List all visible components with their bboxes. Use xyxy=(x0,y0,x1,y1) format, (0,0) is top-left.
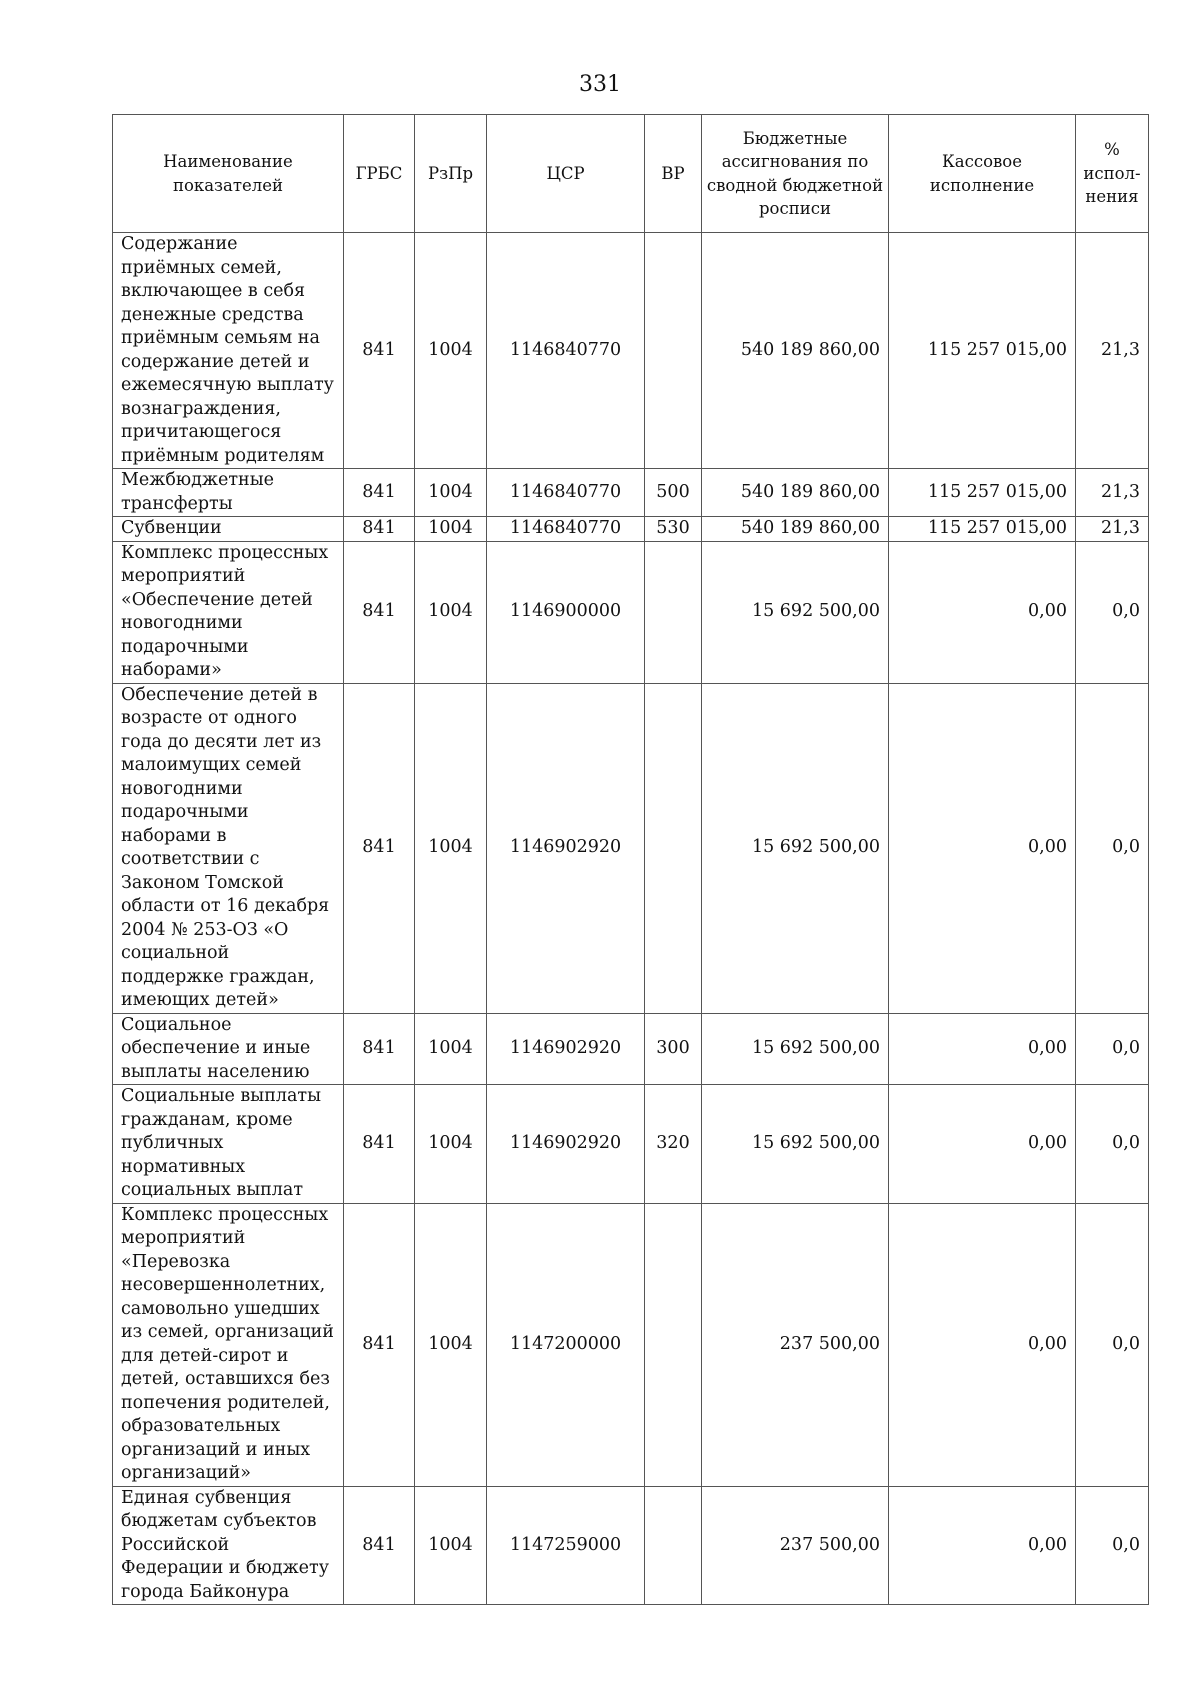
cell-vr xyxy=(645,233,702,469)
cell-csr: 1146902920 xyxy=(487,683,645,1013)
header-assignments: Бюджетные ассигнования по сводной бюджетной росписи xyxy=(702,115,889,233)
cell-name: Социальное обеспечение и иные выплаты населению xyxy=(113,1013,344,1085)
header-row xyxy=(113,115,1149,233)
table-row xyxy=(113,517,1149,542)
cell-name: Комплекс процессных мероприятий «Перевозка несовершеннолетних, самовольно ушедших из семей, организаций для детей-сирот и детей, оставшихся без попечения родителей, образовательных организаций и иных организаций» xyxy=(113,1203,344,1486)
cell-assignments: 540 189 860,00 xyxy=(702,469,889,517)
header-csr: ЦСР xyxy=(487,115,645,233)
header-cash-execution: Кассовое исполнение xyxy=(889,115,1076,233)
cell-assignments: 540 189 860,00 xyxy=(702,233,889,469)
cell-rzpr: 1004 xyxy=(415,683,487,1013)
cell-grbs: 841 xyxy=(344,517,415,542)
table-row xyxy=(113,469,1149,517)
cell-grbs: 841 xyxy=(344,1013,415,1085)
cell-assignments: 540 189 860,00 xyxy=(702,517,889,542)
table-row xyxy=(113,683,1149,1013)
cell-grbs: 841 xyxy=(344,541,415,683)
cell-name: Субвенции xyxy=(113,517,344,542)
cell-grbs: 841 xyxy=(344,233,415,469)
cell-rzpr: 1004 xyxy=(415,517,487,542)
cell-csr: 1146902920 xyxy=(487,1085,645,1204)
cell-name: Обеспечение детей в возрасте от одного года до десяти лет из малоимущих семей новогодними подарочными наборами в соответствии с Законом Томской области от 16 декабря 2004 № 253-ОЗ «О социальной поддержке граждан, имеющих детей» xyxy=(113,683,344,1013)
cell-percent: 0,0 xyxy=(1076,541,1149,683)
cell-cash: 0,00 xyxy=(889,541,1076,683)
budget-table xyxy=(112,114,1149,1605)
cell-cash: 0,00 xyxy=(889,1203,1076,1486)
cell-vr: 530 xyxy=(645,517,702,542)
cell-cash: 0,00 xyxy=(889,1085,1076,1204)
header-rzpr: РзПр xyxy=(415,115,487,233)
table-row xyxy=(113,233,1149,469)
cell-cash: 115 257 015,00 xyxy=(889,233,1076,469)
table-row xyxy=(113,1085,1149,1204)
cell-assignments: 15 692 500,00 xyxy=(702,1085,889,1204)
cell-percent: 0,0 xyxy=(1076,1013,1149,1085)
cell-csr: 1146840770 xyxy=(487,469,645,517)
table-row xyxy=(113,1013,1149,1085)
cell-assignments: 237 500,00 xyxy=(702,1203,889,1486)
cell-rzpr: 1004 xyxy=(415,1486,487,1605)
cell-percent: 21,3 xyxy=(1076,233,1149,469)
table-row xyxy=(113,1486,1149,1605)
table-row xyxy=(113,1203,1149,1486)
table-row xyxy=(113,541,1149,683)
cell-grbs: 841 xyxy=(344,469,415,517)
cell-vr xyxy=(645,1486,702,1605)
cell-grbs: 841 xyxy=(344,1085,415,1204)
cell-csr: 1146902920 xyxy=(487,1013,645,1085)
cell-assignments: 15 692 500,00 xyxy=(702,541,889,683)
cell-name: Межбюджетные трансферты xyxy=(113,469,344,517)
cell-cash: 0,00 xyxy=(889,1013,1076,1085)
cell-vr: 500 xyxy=(645,469,702,517)
cell-rzpr: 1004 xyxy=(415,1085,487,1204)
cell-percent: 0,0 xyxy=(1076,1203,1149,1486)
cell-assignments: 15 692 500,00 xyxy=(702,683,889,1013)
cell-rzpr: 1004 xyxy=(415,541,487,683)
cell-percent: 0,0 xyxy=(1076,1085,1149,1204)
header-vr: ВР xyxy=(645,115,702,233)
cell-percent: 0,0 xyxy=(1076,683,1149,1013)
cell-rzpr: 1004 xyxy=(415,233,487,469)
cell-name: Комплекс процессных мероприятий «Обеспечение детей новогодними подарочными наборами» xyxy=(113,541,344,683)
cell-name: Социальные выплаты гражданам, кроме публичных нормативных социальных выплат xyxy=(113,1085,344,1204)
cell-csr: 1147259000 xyxy=(487,1486,645,1605)
header-name: Наименование показателей xyxy=(113,115,344,233)
cell-rzpr: 1004 xyxy=(415,1203,487,1486)
cell-percent: 21,3 xyxy=(1076,469,1149,517)
cell-percent: 0,0 xyxy=(1076,1486,1149,1605)
cell-cash: 115 257 015,00 xyxy=(889,517,1076,542)
cell-csr: 1147200000 xyxy=(487,1203,645,1486)
cell-percent: 21,3 xyxy=(1076,517,1149,542)
cell-cash: 115 257 015,00 xyxy=(889,469,1076,517)
cell-vr: 320 xyxy=(645,1085,702,1204)
cell-name: Содержание приёмных семей, включающее в себя денежные средства приёмным семьям на содержание детей и ежемесячную выплату вознаграждения, причитающегося приёмным родителям xyxy=(113,233,344,469)
cell-assignments: 237 500,00 xyxy=(702,1486,889,1605)
cell-cash: 0,00 xyxy=(889,1486,1076,1605)
cell-assignments: 15 692 500,00 xyxy=(702,1013,889,1085)
cell-grbs: 841 xyxy=(344,1203,415,1486)
cell-csr: 1146840770 xyxy=(487,233,645,469)
cell-cash: 0,00 xyxy=(889,683,1076,1013)
page-number: 331 xyxy=(579,72,621,97)
cell-rzpr: 1004 xyxy=(415,469,487,517)
cell-csr: 1146840770 xyxy=(487,517,645,542)
cell-grbs: 841 xyxy=(344,683,415,1013)
cell-vr xyxy=(645,1203,702,1486)
cell-name: Единая субвенция бюджетам субъектов Российской Федерации и бюджету города Байконура xyxy=(113,1486,344,1605)
cell-csr: 1146900000 xyxy=(487,541,645,683)
cell-vr: 300 xyxy=(645,1013,702,1085)
header-grbs: ГРБС xyxy=(344,115,415,233)
header-percent: % испол-нения xyxy=(1076,115,1149,233)
cell-vr xyxy=(645,683,702,1013)
cell-vr xyxy=(645,541,702,683)
cell-grbs: 841 xyxy=(344,1486,415,1605)
cell-rzpr: 1004 xyxy=(415,1013,487,1085)
